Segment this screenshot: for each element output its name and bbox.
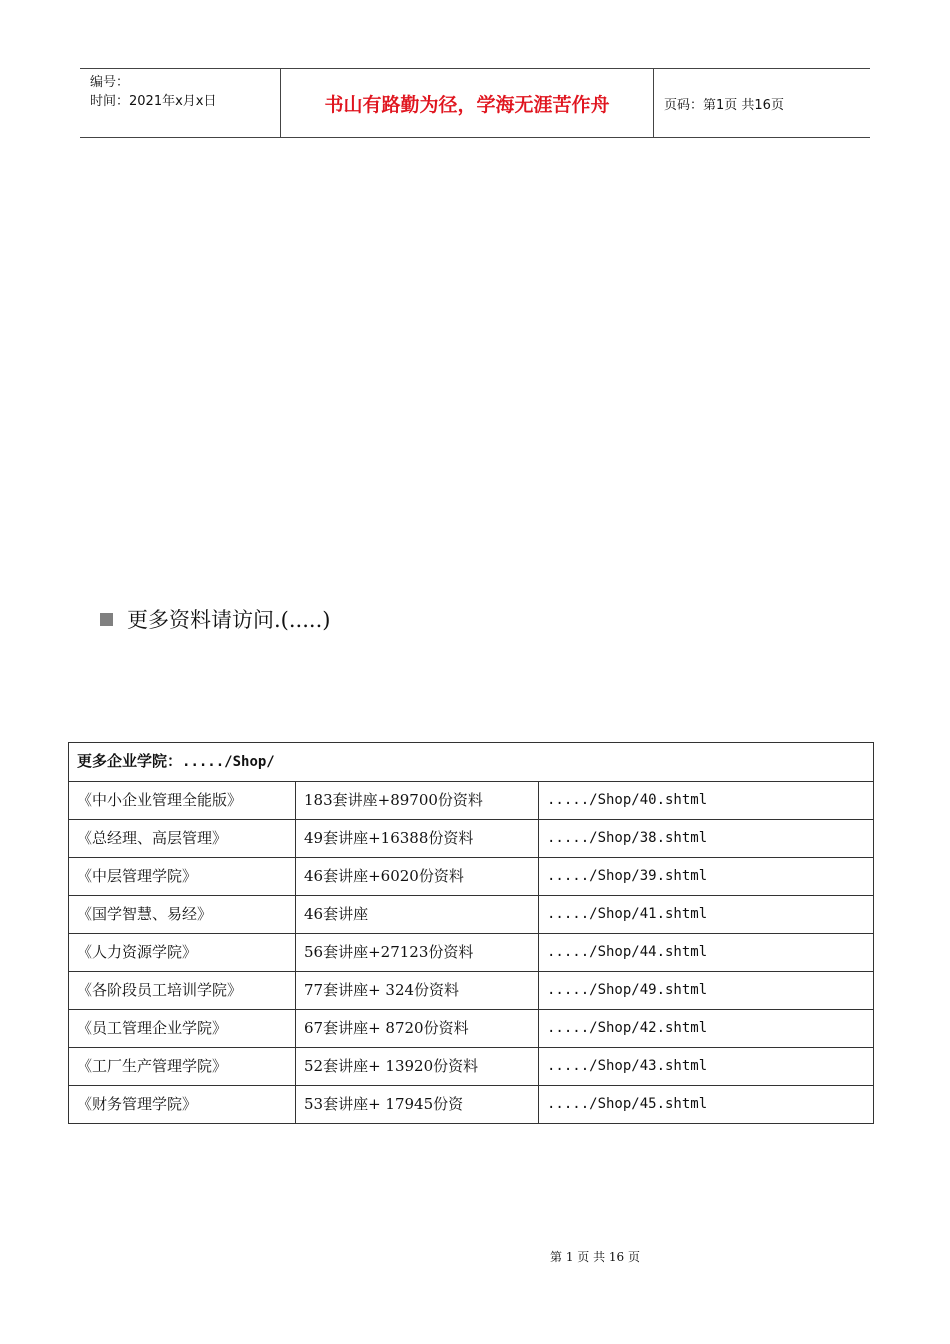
table-row	[69, 934, 874, 972]
course-link[interactable]: ...../Shop/43.shtml	[539, 1048, 874, 1086]
time-label: 时间：2021年x月x日	[90, 94, 217, 109]
course-name: 《中层管理学院》	[69, 858, 296, 896]
course-link[interactable]: ...../Shop/49.shtml	[539, 972, 874, 1010]
course-link[interactable]: ...../Shop/42.shtml	[539, 1010, 874, 1048]
notice-text: 更多资料请访问.(.....)	[127, 608, 331, 632]
header-left-cell	[80, 69, 281, 137]
table-row	[69, 972, 874, 1010]
course-link[interactable]: ...../Shop/38.shtml	[539, 820, 874, 858]
course-name: 《人力资源学院》	[69, 934, 296, 972]
table-header-label: 更多企业学院：	[77, 752, 183, 770]
course-desc: 52套讲座+ 13920份资料	[296, 1048, 539, 1086]
table-header-row	[69, 743, 874, 782]
table-row	[69, 782, 874, 820]
table-header-cell	[69, 743, 874, 782]
course-desc: 67套讲座+ 8720份资料	[296, 1010, 539, 1048]
course-link[interactable]: ...../Shop/39.shtml	[539, 858, 874, 896]
table-row	[69, 858, 874, 896]
course-desc: 183套讲座+89700份资料	[296, 782, 539, 820]
course-link[interactable]: ...../Shop/41.shtml	[539, 896, 874, 934]
course-name: 《财务管理学院》	[69, 1086, 296, 1124]
course-name: 《总经理、高层管理》	[69, 820, 296, 858]
shop-table	[68, 742, 874, 1124]
table-row	[69, 896, 874, 934]
course-name: 《国学智慧、易经》	[69, 896, 296, 934]
number-label: 编号：	[90, 75, 130, 90]
course-name: 《各阶段员工培训学院》	[69, 972, 296, 1010]
table-row	[69, 1086, 874, 1124]
page-footer: 第 1 页 共 16 页	[550, 1250, 640, 1264]
table-header-link[interactable]: ...../Shop/	[182, 754, 275, 770]
course-desc: 46套讲座	[296, 896, 539, 934]
page-header	[80, 68, 870, 138]
course-name: 《工厂生产管理学院》	[69, 1048, 296, 1086]
course-link[interactable]: ...../Shop/45.shtml	[539, 1086, 874, 1124]
course-name: 《员工管理企业学院》	[69, 1010, 296, 1048]
table-row	[69, 1048, 874, 1086]
course-link[interactable]: ...../Shop/44.shtml	[539, 934, 874, 972]
course-name: 《中小企业管理全能版》	[69, 782, 296, 820]
motto: 书山有路勤为径，学海无涯苦作舟	[281, 69, 654, 137]
notice-line	[100, 604, 330, 634]
table-row	[69, 1010, 874, 1048]
course-link[interactable]: ...../Shop/40.shtml	[539, 782, 874, 820]
course-desc: 49套讲座+16388份资料	[296, 820, 539, 858]
course-desc: 46套讲座+6020份资料	[296, 858, 539, 896]
square-bullet-icon	[100, 613, 113, 626]
page-info: 页码：第1页 共16页	[664, 97, 784, 113]
course-desc: 53套讲座+ 17945份资	[296, 1086, 539, 1124]
table-row	[69, 820, 874, 858]
course-desc: 56套讲座+27123份资料	[296, 934, 539, 972]
course-desc: 77套讲座+ 324份资料	[296, 972, 539, 1010]
